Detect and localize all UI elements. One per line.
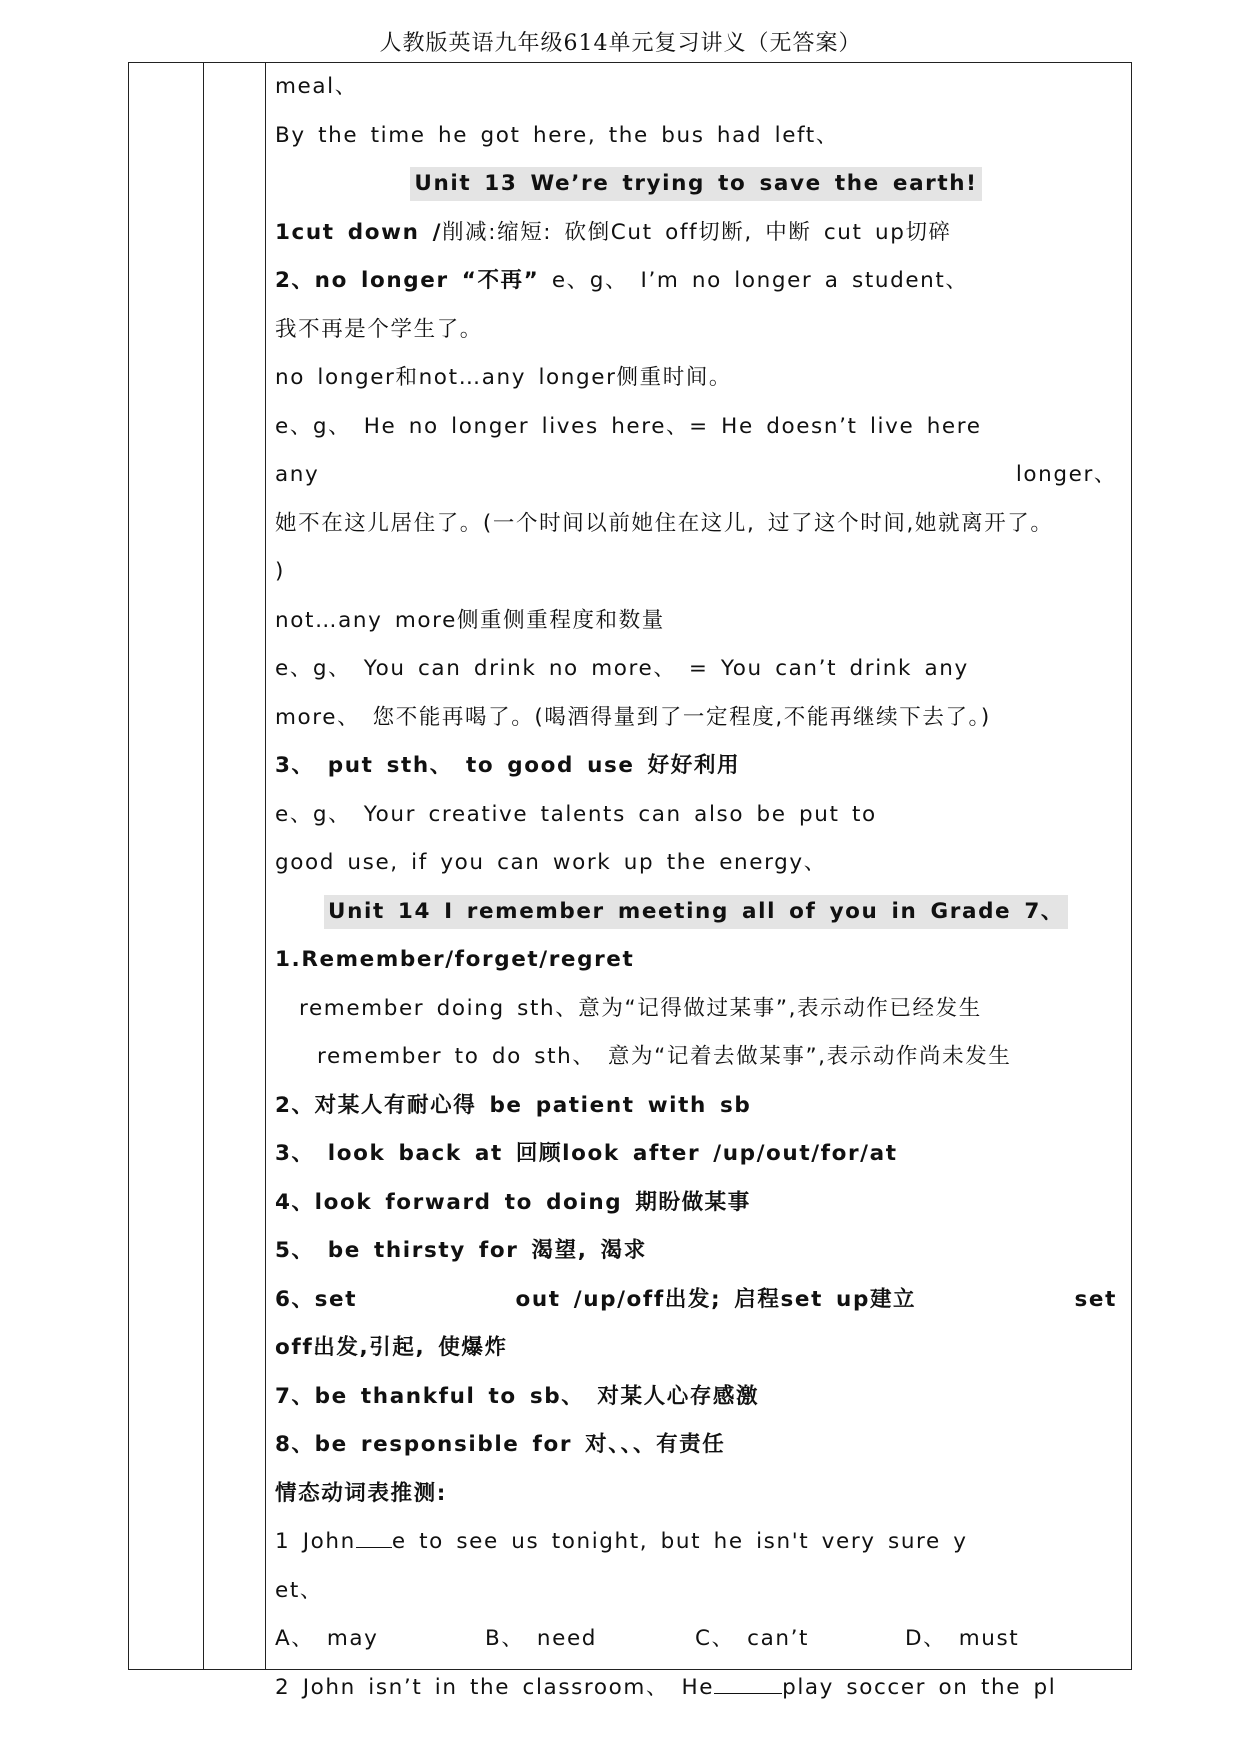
phrase-gloss: e、g、 I’m no longer a student、 xyxy=(539,268,969,293)
text-line: remember to do sth、 意为“记着去做某事”,表示动作尚未发生 xyxy=(317,1044,1012,1069)
phrase-term: 1cut down / xyxy=(275,219,443,245)
text-fragment: play soccer on the pl xyxy=(782,1674,1057,1700)
text-line: 5、 be thirsty for 渴望, 渴求 xyxy=(275,1238,647,1263)
text-fragment: e to see us tonight, but he isn't very sure y xyxy=(391,1529,968,1554)
text-fragment: 1 John xyxy=(275,1529,356,1554)
column-divider xyxy=(203,63,204,1669)
text-line: 她不在这儿居住了。(一个时间以前她住在这儿, 过了这个时间,她就离开了。 xyxy=(275,510,1054,536)
text-line: e、g、 He no longer lives here、= He doesn’t live here xyxy=(275,413,982,439)
text-fragment: set xyxy=(1074,1286,1117,1312)
notes-table xyxy=(128,62,1132,1700)
answer-blank xyxy=(714,1671,782,1694)
option-d: D、 must xyxy=(905,1626,1020,1651)
text-fragment: 6、set xyxy=(275,1286,358,1312)
text-fragment: out /up/off出发; 启程set up建立 xyxy=(515,1286,917,1312)
phrase-gloss: 削减:缩短: 砍倒Cut off切断, 中断 cut up切碎 xyxy=(442,219,952,245)
text-fragment: 2 John isn’t in the classroom、 He xyxy=(275,1674,715,1700)
text-line: 4、look forward to doing 期盼做某事 xyxy=(275,1189,751,1215)
text-line: 7、be thankful to sb、 对某人心存感激 xyxy=(275,1383,760,1409)
text-line xyxy=(275,1276,1117,1325)
text-line: off出发,引起, 使爆炸 xyxy=(275,1335,508,1360)
text-line: ) xyxy=(275,559,285,584)
text-line: e、g、 You can drink no more、 = You can’t drink any xyxy=(275,656,969,681)
text-line: 情态动词表推测: xyxy=(275,1480,447,1506)
text-line xyxy=(275,257,1117,306)
text-line: good use, if you can work up the energy、 xyxy=(275,850,827,875)
text-fragment: any xyxy=(275,462,320,487)
text-line: By the time he got here, the bus had left、 xyxy=(275,122,839,148)
text-line: more、 您不能再喝了。(喝酒得量到了一定程度,不能再继续下去了。) xyxy=(275,704,991,730)
text-line: no longer和not…any longer侧重时间。 xyxy=(275,365,733,390)
text-line: et、 xyxy=(275,1577,323,1603)
text-fragment: longer、 xyxy=(1015,462,1117,487)
text-line xyxy=(275,209,1117,258)
option-c: C、 can’t xyxy=(695,1626,810,1651)
unit13-heading-row xyxy=(275,160,1117,209)
text-line: 3、 put sth、 to good use 好好利用 xyxy=(275,753,741,778)
unit13-heading: Unit 13 We’re trying to save the earth! xyxy=(410,167,981,201)
text-line: meal、 xyxy=(275,74,358,99)
column-divider xyxy=(265,63,266,1669)
text-line: 1.Remember/forget/regret xyxy=(275,947,635,972)
option-b: B、 need xyxy=(485,1626,598,1651)
text-line: remember doing sth、意为“记得做过某事”,表示动作已经发生 xyxy=(299,995,982,1021)
text-line: e、g、 Your creative talents can also be put to xyxy=(275,801,877,827)
phrase-term: 2、no longer “不再” xyxy=(275,268,540,293)
question-1 xyxy=(275,1518,1117,1567)
notes-content xyxy=(275,63,1117,1712)
text-line xyxy=(275,451,1117,500)
unit14-heading-row xyxy=(275,888,1117,937)
question-2 xyxy=(275,1664,1117,1713)
page-header: 人教版英语九年级614单元复习讲义（无答案） xyxy=(379,31,862,56)
text-line: not…any more侧重侧重程度和数量 xyxy=(275,607,665,633)
option-a: A、 may xyxy=(275,1626,379,1651)
text-line: 8、be responsible for 对、、、有责任 xyxy=(275,1432,726,1457)
unit14-heading: Unit 14 I remember meeting all of you in Grade 7、 xyxy=(324,895,1068,929)
text-line: 我不再是个学生了。 xyxy=(275,316,483,342)
text-line: 2、对某人有耐心得 be patient with sb xyxy=(275,1092,752,1118)
answer-blank xyxy=(356,1525,392,1548)
answer-options xyxy=(275,1615,1117,1664)
text-line: 3、 look back at 回顾look after /up/out/for/at xyxy=(275,1141,898,1166)
